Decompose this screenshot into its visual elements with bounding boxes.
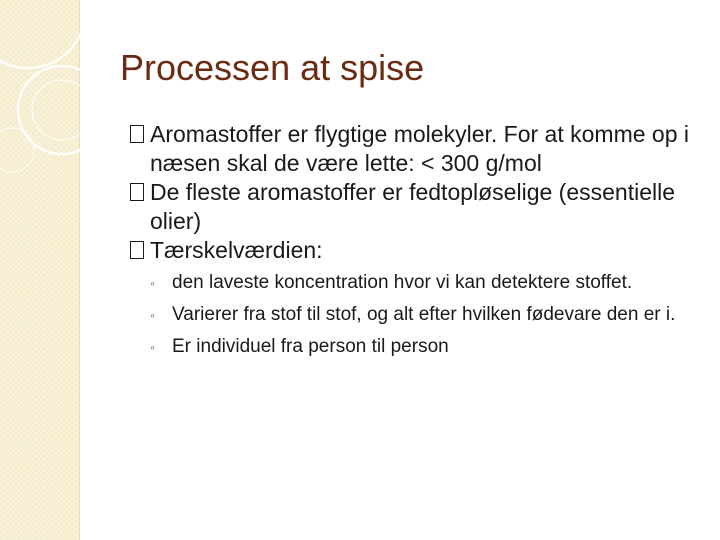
sub-bullet-text: den laveste koncentration hvor vi kan detektere stoffet. xyxy=(172,272,633,293)
slide-title: Processen at spise xyxy=(120,47,425,88)
bullet-item xyxy=(130,120,700,178)
bullet-text: De fleste aromastoffer er fedtopløselige (essentielle olier) xyxy=(150,179,676,234)
bullet-text: Tærskelværdien: xyxy=(150,237,323,263)
square-bullet-icon xyxy=(130,125,144,143)
bullet-text: Aromastoffer er flygtige molekyler. For at komme op i næsen skal de være lette: < 300 g/mol xyxy=(150,121,689,176)
square-bullet-icon xyxy=(130,241,144,259)
circle-bullet-icon: ◦ xyxy=(150,275,155,291)
square-bullet-icon xyxy=(130,183,144,201)
circle-bullet-icon: ◦ xyxy=(150,307,155,323)
bullet-item xyxy=(130,178,700,236)
sub-bullet-text: Er individuel fra person til person xyxy=(172,336,449,357)
decorative-circles-icon xyxy=(0,0,140,200)
sub-bullet-list xyxy=(150,271,700,359)
sub-bullet-item xyxy=(150,303,700,327)
sub-bullet-item xyxy=(150,335,700,359)
slide-content xyxy=(130,120,700,367)
circle-bullet-icon: ◦ xyxy=(150,339,155,355)
bullet-item xyxy=(130,236,700,359)
bullet-list xyxy=(130,120,700,359)
sub-bullet-text: Varierer fra stof til stof, og alt efter hvilken fødevare den er i. xyxy=(172,304,676,325)
sub-bullet-item xyxy=(150,271,700,295)
